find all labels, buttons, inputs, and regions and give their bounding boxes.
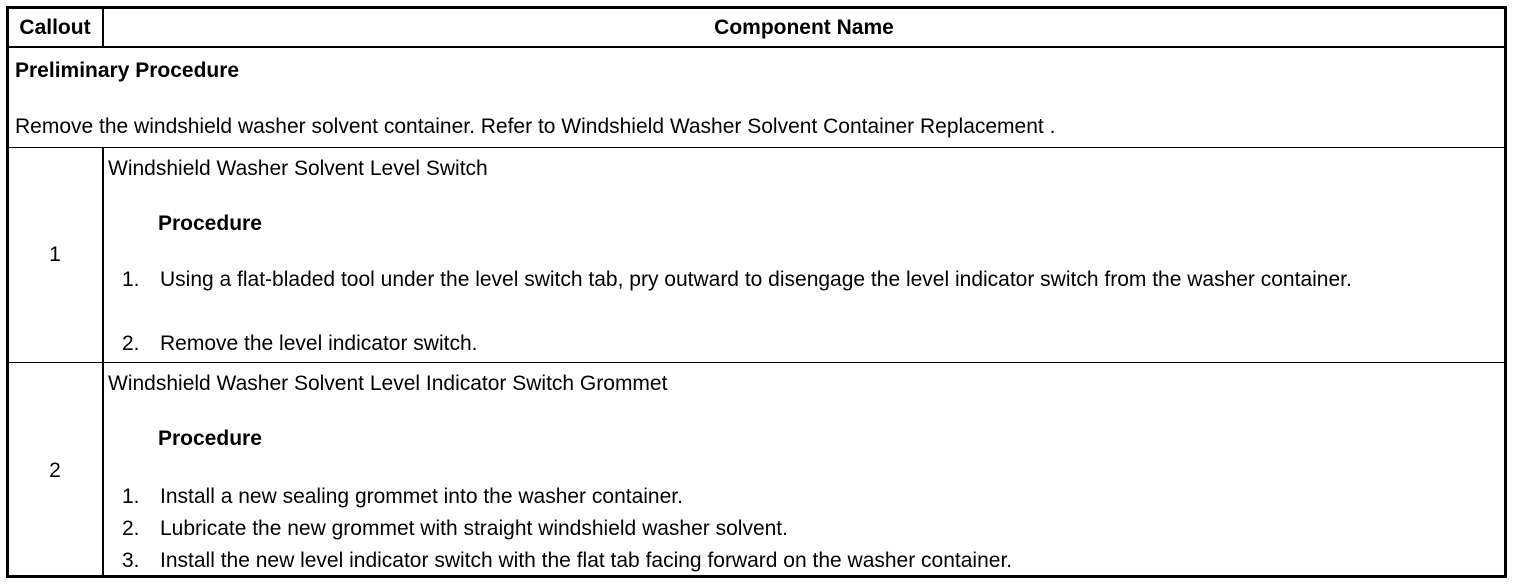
step-text: Install the new level indicator switch with the flat tab facing forward on the washer container. (160, 549, 1013, 572)
row-divider (9, 147, 1504, 148)
row-2-callout: 2 (49, 459, 61, 482)
row-2-procedure-heading: Procedure (158, 427, 262, 450)
header-component-name: Component Name (714, 15, 894, 39)
step-text: Lubricate the new grommet with straight windshield washer solvent. (160, 517, 788, 540)
row-1-step-1 (122, 265, 1494, 295)
row-1-step-2 (122, 329, 1494, 359)
step-number: 1. (122, 485, 140, 508)
step-number: 3. (122, 549, 140, 572)
row-2-column-divider (102, 363, 104, 578)
component-table (6, 6, 1507, 578)
step-number: 2. (122, 332, 140, 355)
row-2-component-name: Windshield Washer Solvent Level Indicator Switch Grommet (108, 372, 668, 395)
step-text: Remove the level indicator switch. (160, 332, 478, 355)
row-2-step-2 (122, 514, 1494, 544)
header-divider (9, 46, 1504, 48)
step-number: 2. (122, 517, 140, 540)
row-2-step-3 (122, 546, 1494, 576)
row-1-procedure-heading: Procedure (158, 212, 262, 235)
row-2-step-1 (122, 482, 1494, 512)
row-1-component-name: Windshield Washer Solvent Level Switch (108, 157, 488, 180)
row-divider (9, 362, 1504, 363)
header-callout: Callout (19, 15, 91, 39)
step-text: Using a flat-bladed tool under the level switch tab, pry outward to disengage the level indicator switch from the washer container. (160, 268, 1352, 291)
preliminary-procedure-title: Preliminary Procedure (15, 59, 240, 82)
preliminary-procedure-text: Remove the windshield washer solvent container. Refer to Windshield Washer Solvent Container Replacement . (15, 115, 1056, 138)
step-number: 1. (122, 268, 140, 291)
row-1-column-divider (102, 148, 104, 362)
row-1-callout: 1 (49, 243, 61, 266)
step-text: Install a new sealing grommet into the washer container. (160, 485, 683, 508)
